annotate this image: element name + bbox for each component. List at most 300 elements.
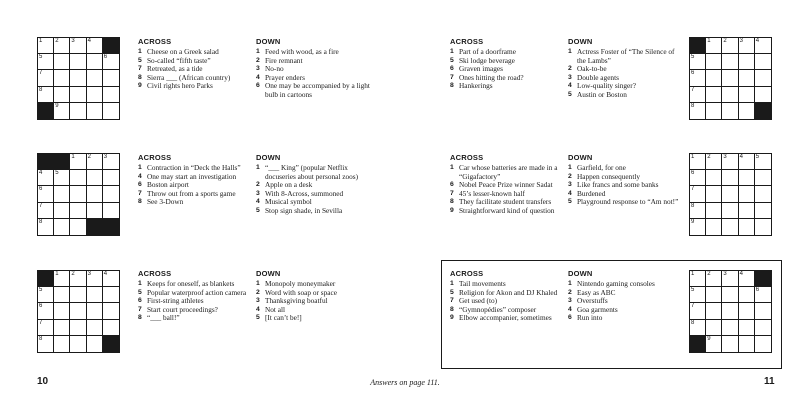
- grid-cell[interactable]: [739, 219, 755, 235]
- clue-text: Throw out from a sports game: [147, 188, 236, 198]
- grid-cell[interactable]: [755, 70, 771, 86]
- clue-text: See 3-Down: [147, 197, 184, 207]
- grid-cell[interactable]: [54, 219, 70, 235]
- cell-number: 2: [71, 271, 75, 277]
- grid-cell[interactable]: [70, 271, 86, 287]
- cell-number: 4: [739, 271, 743, 277]
- grid-cell[interactable]: [722, 271, 738, 287]
- grid-cell[interactable]: [690, 219, 706, 235]
- clue-number: 7: [450, 297, 454, 305]
- black-cell: [755, 103, 771, 119]
- answers-note: Answers on page 111.: [370, 378, 440, 387]
- grid-cell[interactable]: [70, 38, 86, 54]
- grid-cell[interactable]: [706, 38, 722, 54]
- clue-number: 5: [568, 90, 572, 98]
- clue-text: Car whose batteries are made in a “Gigafactory”: [459, 163, 558, 181]
- across-clue: [138, 82, 254, 91]
- clue-number: 1: [256, 48, 260, 55]
- across-clue: [450, 164, 566, 181]
- cell-number: 1: [691, 271, 695, 277]
- page-number-right: 11: [764, 376, 775, 387]
- grid-cell[interactable]: [739, 320, 755, 336]
- grid-cell[interactable]: [755, 203, 771, 219]
- grid-cell[interactable]: [706, 303, 722, 319]
- grid-cell[interactable]: [690, 287, 706, 303]
- down-clues: [568, 153, 684, 207]
- grid-cell[interactable]: [54, 287, 70, 303]
- grid-cell[interactable]: [739, 203, 755, 219]
- grid-cell[interactable]: [739, 287, 755, 303]
- grid-cell[interactable]: [54, 170, 70, 186]
- black-cell: [103, 219, 119, 235]
- clue-text: One may start an investigation: [147, 171, 237, 181]
- across-heading: ACROSS: [138, 37, 172, 46]
- clue-text: Tail movements: [459, 279, 506, 288]
- across-clue: [450, 207, 566, 216]
- cell-number: 9: [691, 218, 695, 225]
- clue-text: Playground response to “Am not!”: [577, 197, 679, 207]
- grid-cell[interactable]: [103, 54, 119, 70]
- down-heading: DOWN: [256, 153, 281, 162]
- cell-number: 4: [39, 170, 43, 177]
- grid-cell[interactable]: [87, 103, 103, 119]
- grid-cell[interactable]: [722, 303, 738, 319]
- clue-text: Contraction in “Deck the Halls”: [147, 163, 241, 172]
- grid-cell[interactable]: [103, 303, 119, 319]
- grid-cell[interactable]: [87, 303, 103, 319]
- clue-number: 3: [568, 181, 572, 189]
- grid-cell[interactable]: [722, 336, 738, 352]
- grid-cell[interactable]: [690, 320, 706, 336]
- grid-cell[interactable]: [38, 219, 54, 235]
- grid-cell[interactable]: [706, 271, 722, 287]
- grid-cell[interactable]: [739, 54, 755, 70]
- clue-text: Cheese on a Greek salad: [147, 47, 219, 56]
- clue-text: [It can’t be!]: [265, 313, 302, 323]
- clue-number: 1: [568, 48, 572, 55]
- clue-number: 5: [450, 56, 454, 64]
- across-clue: [138, 314, 254, 323]
- across-clue: [450, 82, 566, 91]
- grid-cell[interactable]: [103, 203, 119, 219]
- grid-cell[interactable]: [103, 154, 119, 170]
- grid-cell[interactable]: [54, 103, 70, 119]
- grid-cell[interactable]: [38, 287, 54, 303]
- grid-cell[interactable]: [70, 219, 86, 235]
- grid-cell[interactable]: [690, 303, 706, 319]
- clue-text: Oak-to-be: [577, 64, 607, 74]
- clue-number: 3: [256, 297, 260, 305]
- grid-cell[interactable]: [706, 320, 722, 336]
- clue-number: 4: [256, 198, 260, 206]
- black-cell: [54, 154, 70, 170]
- grid-cell[interactable]: [103, 271, 119, 287]
- grid-cell[interactable]: [722, 186, 738, 202]
- clue-text: Civil rights hero Parks: [147, 81, 213, 91]
- clue-number: 2: [256, 288, 260, 296]
- grid-cell[interactable]: [739, 154, 755, 170]
- cell-number: 3: [71, 38, 75, 44]
- grid-cell[interactable]: [38, 303, 54, 319]
- grid-cell[interactable]: [54, 186, 70, 202]
- clue-text: Get used (to): [459, 296, 498, 306]
- grid-cell[interactable]: [54, 271, 70, 287]
- grid-cell[interactable]: [706, 170, 722, 186]
- grid-cell[interactable]: [722, 170, 738, 186]
- clue-number: 2: [568, 172, 572, 180]
- clue-text: Sierra ___ (African country): [147, 72, 231, 82]
- clue-text: Ski lodge beverage: [459, 55, 515, 65]
- black-cell: [38, 103, 54, 119]
- clue-number: 1: [138, 48, 142, 55]
- grid-cell[interactable]: [690, 154, 706, 170]
- cell-number: 8: [691, 319, 695, 326]
- clue-text: Elbow accompanier, sometimes: [459, 313, 552, 323]
- grid-cell[interactable]: [70, 170, 86, 186]
- grid-cell[interactable]: [706, 203, 722, 219]
- grid-cell[interactable]: [103, 103, 119, 119]
- clue-number: 4: [568, 305, 572, 313]
- grid-cell[interactable]: [103, 70, 119, 86]
- grid-cell[interactable]: [722, 38, 738, 54]
- black-cell: [87, 219, 103, 235]
- grid-cell[interactable]: [690, 103, 706, 119]
- grid-cell[interactable]: [70, 54, 86, 70]
- grid-cell[interactable]: [87, 320, 103, 336]
- grid-cell[interactable]: [755, 87, 771, 103]
- clue-number: 7: [450, 73, 454, 81]
- grid-cell[interactable]: [722, 203, 738, 219]
- grid-cell[interactable]: [755, 320, 771, 336]
- grid-cell[interactable]: [722, 87, 738, 103]
- grid-cell[interactable]: [755, 54, 771, 70]
- clue-text: Burdened: [577, 188, 606, 198]
- grid-cell[interactable]: [38, 70, 54, 86]
- cell-number: 2: [723, 38, 727, 44]
- across-clue: [138, 198, 254, 207]
- grid-cell[interactable]: [87, 336, 103, 352]
- grid-cell[interactable]: [706, 154, 722, 170]
- grid-cell[interactable]: [87, 38, 103, 54]
- grid-cell[interactable]: [87, 203, 103, 219]
- clue-number: 5: [568, 198, 572, 206]
- clue-number: 1: [568, 164, 572, 171]
- grid-cell[interactable]: [38, 203, 54, 219]
- grid-cell[interactable]: [54, 38, 70, 54]
- cell-number: 7: [691, 86, 695, 93]
- clue-number: 6: [450, 181, 454, 189]
- cell-number: 3: [723, 154, 727, 160]
- clue-text: Religion for Akon and DJ Khaled: [459, 287, 558, 297]
- cell-number: 2: [55, 38, 59, 44]
- clue-text: Retreated, as a tide: [147, 64, 203, 74]
- grid-cell[interactable]: [38, 336, 54, 352]
- cell-number: 6: [103, 54, 108, 61]
- down-heading: DOWN: [568, 269, 593, 278]
- cell-number: 3: [87, 271, 91, 277]
- grid-cell[interactable]: [722, 154, 738, 170]
- grid-cell[interactable]: [38, 54, 54, 70]
- clue-text: Actress Foster of “The Silence of the Lambs”: [577, 47, 675, 65]
- clue-text: “___ King” (popular Netflix docuseries about personal zoos): [265, 163, 359, 181]
- clue-text: No-no: [265, 64, 284, 74]
- grid-cell[interactable]: [755, 154, 771, 170]
- crossword-grid: [689, 270, 772, 353]
- clue-number: 1: [568, 280, 572, 287]
- clue-number: 8: [138, 198, 142, 206]
- grid-cell[interactable]: [70, 303, 86, 319]
- grid-cell[interactable]: [755, 336, 771, 352]
- across-clues: [450, 37, 566, 91]
- grid-cell[interactable]: [739, 336, 755, 352]
- clue-number: 8: [450, 198, 454, 206]
- clue-text: Like francs and some banks: [577, 180, 659, 190]
- black-cell: [38, 271, 54, 287]
- clue-number: 8: [138, 314, 142, 322]
- across-clues: [138, 37, 254, 91]
- grid-cell[interactable]: [722, 103, 738, 119]
- grid-cell[interactable]: [38, 186, 54, 202]
- crossword-grid: [37, 153, 120, 236]
- grid-cell[interactable]: [103, 170, 119, 186]
- clue-text: Ones hitting the road?: [459, 72, 524, 82]
- grid-cell[interactable]: [706, 103, 722, 119]
- clue-number: 9: [450, 206, 454, 214]
- clue-number: 2: [256, 181, 260, 189]
- cell-number: 9: [707, 335, 711, 342]
- clue-text: Nintendo gaming consoles: [577, 279, 655, 288]
- grid-cell[interactable]: [706, 186, 722, 202]
- clue-text: First-string athletes: [147, 296, 204, 306]
- grid-cell[interactable]: [706, 287, 722, 303]
- down-clues: [256, 269, 372, 323]
- clue-number: 3: [568, 73, 572, 81]
- grid-cell[interactable]: [103, 287, 119, 303]
- clue-number: 5: [450, 288, 454, 296]
- clue-text: With 8-Across, summoned: [265, 188, 344, 198]
- grid-cell[interactable]: [755, 186, 771, 202]
- down-clues: [568, 37, 684, 100]
- clue-text: Apple on a desk: [265, 180, 313, 190]
- grid-cell[interactable]: [739, 70, 755, 86]
- grid-cell[interactable]: [70, 103, 86, 119]
- grid-cell[interactable]: [739, 186, 755, 202]
- clue-text: Overstuffs: [577, 296, 608, 306]
- grid-cell[interactable]: [87, 87, 103, 103]
- grid-cell[interactable]: [70, 186, 86, 202]
- black-cell: [103, 336, 119, 352]
- cell-number: 1: [55, 271, 59, 277]
- grid-cell[interactable]: [739, 170, 755, 186]
- grid-cell[interactable]: [722, 219, 738, 235]
- cell-number: 5: [39, 287, 43, 294]
- grid-cell[interactable]: [54, 320, 70, 336]
- clue-text: Garfield, for one: [577, 163, 626, 172]
- clue-number: 1: [450, 164, 454, 171]
- crossword-grid: [689, 153, 772, 236]
- grid-cell[interactable]: [87, 186, 103, 202]
- clue-text: One may be accompanied by a light bulb in cartoons: [265, 81, 370, 99]
- clue-text: Nobel Peace Prize winner Sadat: [459, 180, 553, 190]
- clue-text: Musical symbol: [265, 197, 312, 207]
- clue-text: Not all: [265, 304, 286, 314]
- grid-cell[interactable]: [70, 320, 86, 336]
- clue-number: 1: [450, 280, 454, 287]
- grid-cell[interactable]: [87, 271, 103, 287]
- cell-number: 7: [691, 303, 695, 310]
- grid-cell[interactable]: [38, 170, 54, 186]
- grid-cell[interactable]: [54, 203, 70, 219]
- grid-cell[interactable]: [54, 336, 70, 352]
- across-heading: ACROSS: [138, 153, 172, 162]
- clue-text: Fire remnant: [265, 55, 303, 65]
- grid-cell[interactable]: [54, 87, 70, 103]
- grid-cell[interactable]: [54, 303, 70, 319]
- clue-number: 4: [256, 305, 260, 313]
- clue-number: 3: [568, 297, 572, 305]
- clue-number: 1: [256, 164, 260, 171]
- cell-number: 4: [739, 154, 743, 160]
- grid-cell[interactable]: [706, 219, 722, 235]
- grid-cell[interactable]: [755, 38, 771, 54]
- clue-text: “___ ball!”: [147, 313, 180, 323]
- grid-cell[interactable]: [706, 54, 722, 70]
- grid-cell[interactable]: [87, 170, 103, 186]
- clue-text: Word with soap or space: [265, 287, 337, 297]
- crossword-grid: [689, 37, 772, 120]
- cell-number: 6: [691, 70, 695, 77]
- clue-text: Feed with wood, as a fire: [265, 47, 339, 56]
- down-clue: [256, 82, 372, 99]
- across-clues: [450, 153, 566, 216]
- cell-number: 6: [39, 303, 43, 310]
- clue-number: 7: [138, 65, 142, 73]
- down-clues: [256, 153, 372, 216]
- grid-cell[interactable]: [690, 203, 706, 219]
- grid-cell[interactable]: [690, 170, 706, 186]
- down-clues: [568, 269, 684, 323]
- black-cell: [690, 38, 706, 54]
- grid-cell[interactable]: [70, 70, 86, 86]
- down-heading: DOWN: [256, 37, 281, 46]
- grid-cell[interactable]: [739, 103, 755, 119]
- grid-cell[interactable]: [690, 271, 706, 287]
- cell-number: 7: [39, 202, 43, 209]
- cell-number: 4: [103, 271, 108, 277]
- across-clues: [450, 269, 566, 323]
- cell-number: 6: [39, 186, 43, 193]
- grid-cell[interactable]: [38, 320, 54, 336]
- grid-cell[interactable]: [54, 70, 70, 86]
- grid-cell[interactable]: [722, 54, 738, 70]
- cell-number: 8: [691, 102, 695, 109]
- grid-cell[interactable]: [70, 87, 86, 103]
- grid-cell[interactable]: [70, 154, 86, 170]
- grid-cell[interactable]: [690, 87, 706, 103]
- clue-text: Prayer enders: [265, 72, 305, 82]
- down-clue: [568, 48, 684, 65]
- clue-text: Straightforward kind of question: [459, 205, 555, 215]
- grid-cell[interactable]: [755, 170, 771, 186]
- clue-number: 8: [450, 82, 454, 90]
- cell-number: 3: [723, 271, 727, 277]
- grid-cell[interactable]: [103, 186, 119, 202]
- grid-cell[interactable]: [690, 186, 706, 202]
- across-clues: [138, 153, 254, 207]
- cell-number: 5: [39, 54, 43, 61]
- grid-cell[interactable]: [755, 303, 771, 319]
- grid-cell[interactable]: [87, 54, 103, 70]
- grid-cell[interactable]: [54, 54, 70, 70]
- down-clue: [256, 207, 372, 216]
- cell-number: 7: [39, 70, 43, 77]
- cell-number: 5: [755, 154, 760, 160]
- grid-cell[interactable]: [739, 87, 755, 103]
- grid-cell[interactable]: [38, 38, 54, 54]
- clue-number: 1: [138, 280, 142, 287]
- black-cell: [38, 154, 54, 170]
- grid-cell[interactable]: [70, 336, 86, 352]
- cell-number: 6: [691, 170, 695, 177]
- cell-number: 3: [103, 154, 108, 160]
- grid-cell[interactable]: [722, 287, 738, 303]
- grid-cell[interactable]: [87, 154, 103, 170]
- grid-cell[interactable]: [87, 70, 103, 86]
- clue-text: Graven images: [459, 64, 503, 74]
- down-heading: DOWN: [568, 153, 593, 162]
- grid-cell[interactable]: [739, 271, 755, 287]
- grid-cell[interactable]: [706, 87, 722, 103]
- grid-cell[interactable]: [722, 320, 738, 336]
- clue-text: They facilitate student transfers: [459, 197, 552, 207]
- cell-number: 1: [39, 38, 43, 44]
- grid-cell[interactable]: [706, 70, 722, 86]
- clue-number: 6: [450, 65, 454, 73]
- cell-number: 8: [39, 86, 43, 93]
- grid-cell[interactable]: [103, 87, 119, 103]
- grid-cell[interactable]: [70, 287, 86, 303]
- clue-number: 5: [138, 56, 142, 64]
- grid-cell[interactable]: [70, 203, 86, 219]
- clue-number: 5: [256, 314, 260, 322]
- cell-number: 9: [55, 102, 59, 109]
- clue-text: Monopoly moneymaker: [265, 279, 336, 288]
- down-heading: DOWN: [568, 37, 593, 46]
- cell-number: 2: [707, 271, 711, 277]
- grid-cell[interactable]: [87, 287, 103, 303]
- grid-cell[interactable]: [739, 38, 755, 54]
- grid-cell[interactable]: [755, 287, 771, 303]
- clue-number: 8: [450, 305, 454, 313]
- grid-cell[interactable]: [690, 70, 706, 86]
- clue-text: Boston airport: [147, 180, 189, 190]
- clue-text: Hankerings: [459, 81, 493, 91]
- cell-number: 7: [39, 319, 43, 326]
- grid-cell[interactable]: [722, 70, 738, 86]
- clue-number: 7: [138, 305, 142, 313]
- grid-cell[interactable]: [103, 320, 119, 336]
- clue-number: 6: [568, 314, 572, 322]
- clue-text: Happen consequently: [577, 171, 641, 181]
- clue-number: 6: [138, 181, 142, 189]
- cell-number: 1: [71, 154, 75, 160]
- clue-number: 9: [138, 82, 142, 90]
- grid-cell[interactable]: [706, 336, 722, 352]
- grid-cell[interactable]: [690, 54, 706, 70]
- grid-cell[interactable]: [755, 219, 771, 235]
- grid-cell[interactable]: [739, 303, 755, 319]
- grid-cell[interactable]: [38, 87, 54, 103]
